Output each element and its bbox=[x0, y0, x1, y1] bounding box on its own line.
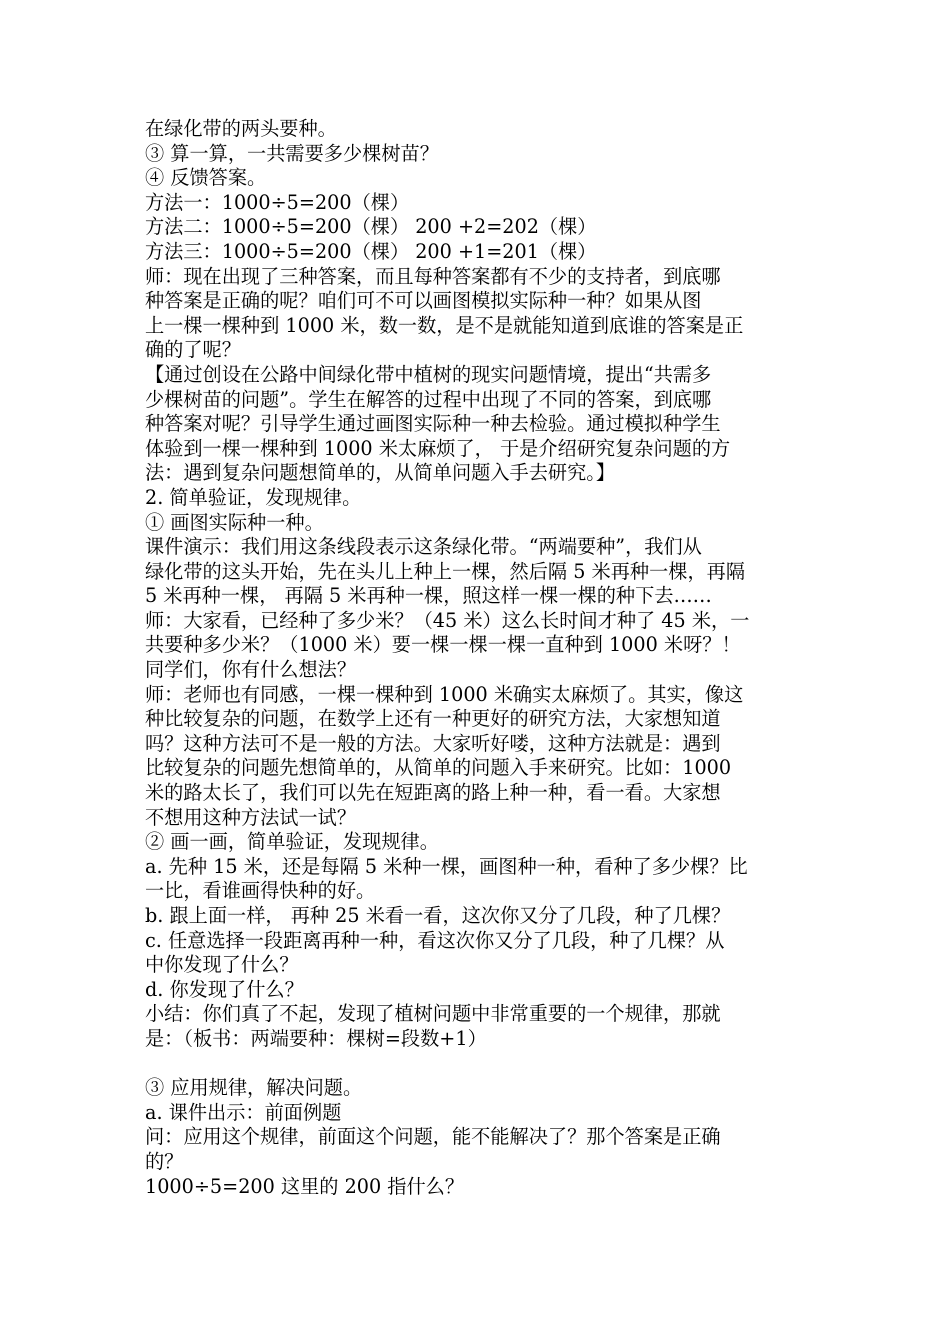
text-line: 在绿化带的两头要种。 bbox=[145, 117, 337, 140]
text-line: 的？ bbox=[145, 1149, 184, 1173]
text-line: ④ 反馈答案。 bbox=[145, 166, 267, 190]
text-line: a. 课件出示：前面例题 bbox=[145, 1100, 342, 1124]
text-line: ③ 算一算，一共需要多少棵树苗？ bbox=[145, 141, 439, 165]
blank-line bbox=[145, 1052, 810, 1077]
text-line: 方法三：1000÷5=200（棵） 200 +1=201（棵） bbox=[145, 239, 597, 263]
text-line: d. 你发现了什么？ bbox=[145, 977, 304, 1001]
text-line: 种答案是正确的呢？咱们可不可以画图模拟实际种一种？如果从图 bbox=[145, 289, 702, 313]
text-line: 是：（板书：两端要种：棵树=段数+1） bbox=[145, 1026, 487, 1050]
text-line: 5 米再种一棵， 再隔 5 米再种一棵，照这样一棵一棵的种下去…… bbox=[145, 584, 712, 608]
text-line: a. 先种 15 米，还是每隔 5 米种一棵，画图种一种，看种了多少棵？比 bbox=[145, 854, 748, 878]
text-line: c. 任意选择一段距离再种一种，看这次你又分了几段，种了几棵？从 bbox=[145, 928, 725, 952]
text-line: 2. 简单验证，发现规律。 bbox=[145, 485, 362, 509]
text-line: 确的了呢？ bbox=[145, 338, 241, 362]
text-line: ① 画图实际种一种。 bbox=[145, 510, 324, 534]
text-line: 中你发现了什么？ bbox=[145, 953, 299, 977]
text-line: 比较复杂的问题先想简单的，从简单的问题入手来研究。比如：1000 bbox=[145, 756, 732, 780]
text-line: 不想用这种方法试一试？ bbox=[145, 805, 357, 829]
text-line: 吗？这种方法可不是一般的方法。大家听好喽，这种方法就是：遇到 bbox=[145, 731, 721, 755]
text-line: 绿化带的这头开始，先在头儿上种上一棵，然后隔 5 米再种一棵，再隔 bbox=[145, 559, 746, 583]
text-line: 1000÷5=200 这里的 200 指什么？ bbox=[145, 1174, 465, 1198]
text-line: 一比，看谁画得快种的好。 bbox=[145, 879, 376, 903]
text-line: 法：遇到复杂问题想简单的，从简单问题入手去研究。】 bbox=[145, 461, 616, 485]
document-page bbox=[145, 117, 810, 1199]
text-line: 同学们，你有什么想法？ bbox=[145, 658, 357, 682]
text-line: 少棵树苗的问题”。学生在解答的过程中出现了不同的答案，到底哪 bbox=[145, 387, 712, 411]
text-line: 师：老师也有同感，一棵一棵种到 1000 米确实太麻烦了。其实，像这 bbox=[145, 682, 744, 706]
text-line: 米的路太长了，我们可以先在短距离的路上种一种，看一看。大家想 bbox=[145, 781, 721, 805]
text-line: 小结：你们真了不起，发现了植树问题中非常重要的一个规律，那就 bbox=[145, 1002, 721, 1026]
text-line: 方法二：1000÷5=200（棵） 200 +2=202（棵） bbox=[145, 215, 597, 239]
text-line: 【通过创设在公路中间绿化带中植树的现实问题情境，提出“共需多 bbox=[145, 362, 712, 386]
text-line: 种比较复杂的问题，在数学上还有一种更好的研究方法，大家想知道 bbox=[145, 707, 721, 731]
text-line: 问：应用这个规律，前面这个问题，能不能解决了？那个答案是正确 bbox=[145, 1125, 721, 1149]
text-line: 师：大家看，已经种了多少米？（45 米）这么长时间才种了 45 米，一 bbox=[145, 608, 750, 632]
text-line: 上一棵一棵种到 1000 米，数一数，是不是就能知道到底谁的答案是正 bbox=[145, 313, 744, 337]
text-line: ② 画一画，简单验证，发现规律。 bbox=[145, 830, 439, 854]
text-line: 师：现在出现了三种答案，而且每种答案都有不少的支持者，到底哪 bbox=[145, 264, 721, 288]
text-line: 课件演示：我们用这条线段表示这条绿化带。“两端要种”，我们从 bbox=[145, 535, 702, 559]
text-line: b. 跟上面一样， 再种 25 米看一看，这次你又分了几段，种了几棵？ bbox=[145, 904, 731, 927]
text-line: 方法一：1000÷5=200（棵） bbox=[145, 190, 410, 214]
text-line: 种答案对呢？引导学生通过画图实际种一种去检验。通过模拟种学生 bbox=[145, 412, 721, 436]
text-line: 共要种多少米？（1000 米）要一棵一棵一棵一直种到 1000 米呀？！ bbox=[145, 633, 741, 657]
text-line: ③ 应用规律，解决问题。 bbox=[145, 1076, 363, 1100]
text-line: 体验到一棵一棵种到 1000 米太麻烦了， 于是介绍研究复杂问题的方 bbox=[145, 436, 731, 460]
